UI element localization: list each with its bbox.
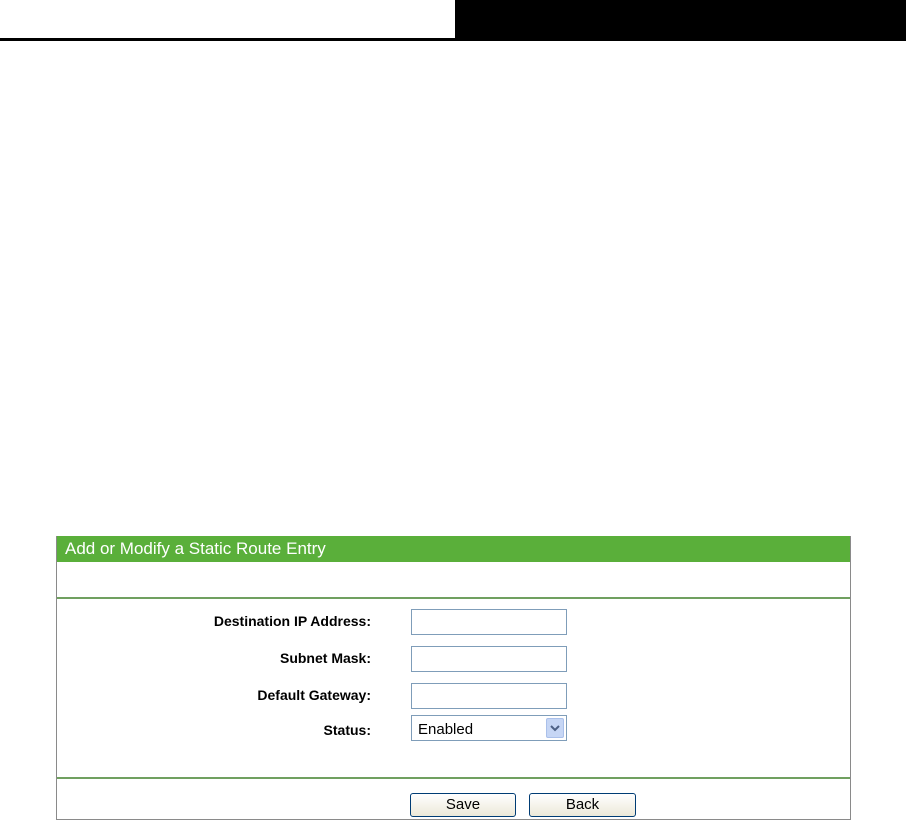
destination-ip-label: Destination IP Address: <box>213 613 371 629</box>
back-button[interactable]: Back <box>529 793 636 817</box>
subnet-mask-label: Subnet Mask: <box>279 650 371 666</box>
dropdown-button[interactable] <box>546 718 564 738</box>
save-button[interactable]: Save <box>410 793 516 817</box>
status-select[interactable] <box>411 715 567 741</box>
subnet-mask-input[interactable] <box>411 646 567 672</box>
panel-title: Add or Modify a Static Route Entry <box>65 539 326 558</box>
status-label: Status: <box>323 722 371 738</box>
static-route-form-panel <box>56 536 851 820</box>
default-gateway-label: Default Gateway: <box>257 687 371 703</box>
default-gateway-input[interactable] <box>411 683 567 709</box>
panel-title-bar <box>57 536 850 562</box>
status-selected-value: Enabled <box>418 721 474 738</box>
destination-ip-input[interactable] <box>411 609 567 635</box>
header-rule <box>0 0 455 41</box>
header-black-bar <box>455 0 906 41</box>
chevron-down-icon <box>550 725 560 732</box>
panel-spacer-row <box>57 562 850 599</box>
bottom-divider <box>57 777 850 779</box>
